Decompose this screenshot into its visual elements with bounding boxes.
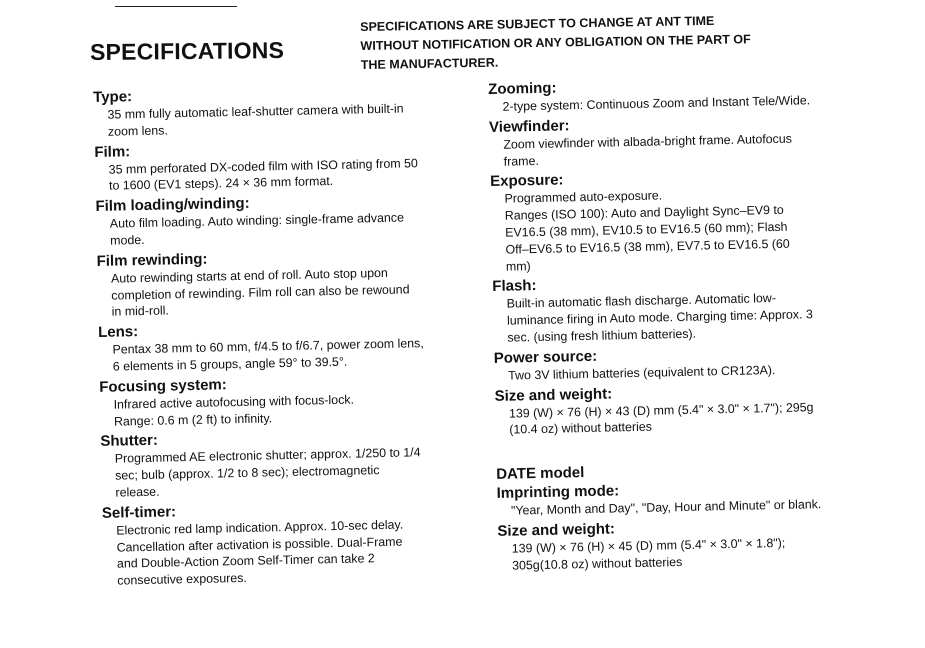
spec-film [94, 135, 475, 196]
page-title: SPECIFICATIONS [89, 36, 285, 66]
date-model-title: DATE model [496, 464, 585, 484]
spec-heading: Self-timer: [101, 503, 177, 522]
spec-film-loading [95, 189, 476, 250]
left-column [93, 80, 483, 592]
spec-heading: Exposure: [489, 171, 564, 191]
spec-viewfinder [489, 110, 870, 171]
spec-lens [98, 315, 479, 376]
spec-body: Programmed AE electronic shutter; approx. 1/250 to 1/4 sec; bulb (approx. 1/2 to 8 sec); electromagnetic release. [114, 445, 421, 500]
spec-zooming [488, 72, 869, 116]
spec-heading: Lens: [97, 323, 139, 342]
spec-size-weight [494, 379, 875, 440]
spec-heading: Film: [94, 142, 131, 161]
spec-heading: Size and weight: [494, 385, 613, 405]
spec-type [93, 80, 474, 141]
spec-self-timer [102, 496, 484, 590]
spec-heading: Flash: [492, 277, 537, 296]
spec-heading: Imprinting mode: [496, 482, 620, 503]
spec-heading: Size and weight: [497, 520, 616, 540]
spec-heading: Film loading/winding: [95, 194, 250, 216]
spec-film-rewinding [96, 244, 477, 321]
spec-focusing [99, 370, 480, 431]
spec-body: Electronic red lamp indication. Approx. 10-sec delay. Cancellation after activation is possible. Dual-Frame and Double-Action Zoom Self-Timer can take 2 consecutive exposures. [116, 517, 404, 588]
right-column [488, 72, 878, 576]
spec-imprinting-mode [496, 476, 877, 520]
spec-body: 2-type system: Continuous Zoom and Instant Tele/Wide. [502, 93, 811, 114]
spec-shutter [100, 424, 481, 501]
spec-exposure [490, 164, 872, 275]
spec-heading: Type: [93, 88, 133, 106]
spec-body: 139 (W) × 76 (H) × 45 (D) mm (5.4" × 3.0" × 1.8"); 305g(10.8 oz) without batteries [511, 535, 786, 573]
spec-heading: Zooming: [488, 79, 557, 98]
spec-heading: Power source: [493, 347, 598, 367]
spec-body: Infrared active autofocusing with focus-lock. Range: 0.6 m (2 ft) to infinity. [113, 392, 355, 429]
spec-body: Programmed auto-exposure. Ranges (ISO 100): Auto and Daylight Sync–EV9 to EV16.5 (38 mm), EV10.5 to EV16.5 (60 mm); Flash Off–EV6.5 to EV16.5 (38 mm), EV7.5 to EV16.5 (60 mm) [504, 188, 790, 274]
spec-date-size-weight [497, 514, 878, 575]
spec-body: Two 3V lithium batteries (equivalent to CR123A). [508, 362, 776, 383]
spec-body: Auto film loading. Auto winding: single-frame advance mode. [109, 210, 405, 248]
spec-body: Built-in automatic flash discharge. Automatic low- luminance firing in Auto mode. Charging time: Approx. 3 sec. (using fresh lithium batteries). [506, 291, 813, 345]
spec-body: 35 mm perforated DX-coded film with ISO rating from 50 to 1600 (EV1 steps). 24 × 36 mm format. [108, 155, 418, 194]
spec-heading: Focusing system: [99, 376, 227, 396]
spec-heading: Shutter: [100, 432, 159, 451]
spec-body: Zoom viewfinder with albada-bright frame. Autofocus frame. [503, 131, 793, 169]
spec-heading: Film rewinding: [96, 250, 208, 270]
top-rule [115, 6, 237, 7]
change-notice: SPECIFICATIONS ARE SUBJECT TO CHANGE AT ANT TIME WITHOUT NOTIFICATION OR ANY OBLIGATION ON THE PART OF THE MANUFACTURER. [360, 13, 751, 72]
spec-heading: Viewfinder: [488, 117, 570, 136]
spec-power-source [494, 341, 875, 385]
spec-body: Auto rewinding starts at end of roll. Auto stop upon completion of rewinding. Film roll can also be rewound in mid-roll. [110, 265, 410, 320]
spec-flash [492, 269, 873, 346]
spec-body: "Year, Month and Day", "Day, Hour and Minute" or blank. [510, 497, 822, 518]
spec-body: 35 mm fully automatic leaf-shutter camera with built-in zoom lens. [107, 101, 404, 139]
spec-body: 139 (W) × 76 (H) × 43 (D) mm (5.4" × 3.0" × 1.7"); 295g (10.4 oz) without batteries [508, 399, 814, 437]
spec-body: Pentax 38 mm to 60 mm, f/4.5 to f/6.7, power zoom lens, 6 elements in 5 groups, angle 59° to 39.5°. [112, 336, 424, 374]
